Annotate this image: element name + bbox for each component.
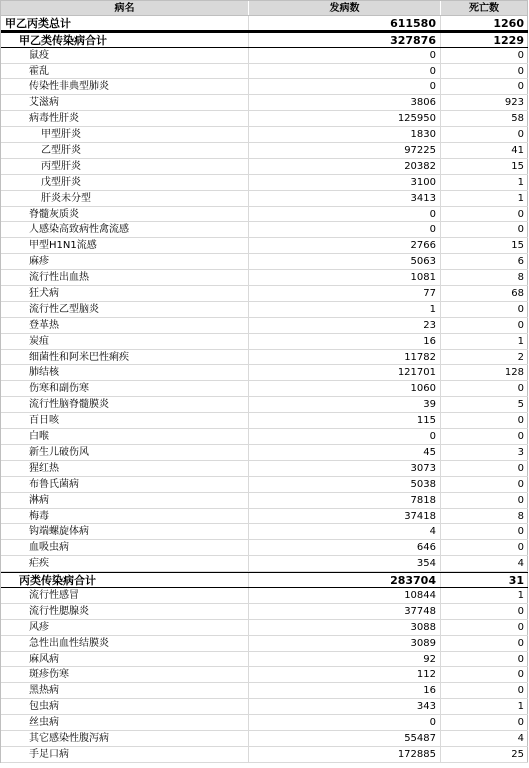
cell-disease-name[interactable]: 新生儿破伤风 bbox=[1, 445, 249, 460]
cell-disease-name[interactable]: 斑疹伤寒 bbox=[1, 667, 249, 682]
table-row bbox=[1, 477, 528, 493]
cell-cases[interactable]: 7818 bbox=[249, 493, 441, 508]
cell-cases[interactable]: 343 bbox=[249, 699, 441, 714]
cell-cases[interactable]: 646 bbox=[249, 540, 441, 555]
table-row bbox=[1, 365, 528, 381]
subtotal-row bbox=[1, 32, 528, 48]
cell-deaths[interactable]: 0 bbox=[441, 207, 528, 222]
cell-cases[interactable]: 3073 bbox=[249, 461, 441, 476]
cell-cases[interactable]: 125950 bbox=[249, 111, 441, 126]
table-row bbox=[1, 667, 528, 683]
cell-deaths[interactable]: 0 bbox=[441, 64, 528, 79]
table-row bbox=[1, 397, 528, 413]
table-row bbox=[1, 699, 528, 715]
table-row bbox=[1, 540, 528, 556]
cell-disease-name[interactable]: 脊髓灰质炎 bbox=[1, 207, 249, 222]
cell-cases[interactable]: 0 bbox=[249, 79, 441, 94]
cell-cases[interactable]: 16 bbox=[249, 334, 441, 349]
cell-cases[interactable]: 5038 bbox=[249, 477, 441, 492]
table-row bbox=[1, 79, 528, 95]
cell-cases[interactable]: 45 bbox=[249, 445, 441, 460]
grand-total-row bbox=[1, 16, 528, 32]
cell-disease-name[interactable]: 疟疾 bbox=[1, 556, 249, 571]
cell-cases[interactable]: 3089 bbox=[249, 636, 441, 651]
cell-disease-name[interactable]: 梅毒 bbox=[1, 509, 249, 524]
column-header-cases[interactable]: 发病数 bbox=[249, 1, 441, 15]
column-header-disease-name[interactable]: 病名 bbox=[1, 1, 249, 15]
table-row bbox=[1, 286, 528, 302]
table-row bbox=[1, 350, 528, 366]
cell-disease-name[interactable]: 病毒性肝炎 bbox=[1, 111, 249, 126]
cell-cases[interactable]: 1060 bbox=[249, 381, 441, 396]
cell-deaths[interactable]: 3 bbox=[441, 445, 528, 460]
table-row bbox=[1, 652, 528, 668]
table-row bbox=[1, 207, 528, 223]
cell-disease-name[interactable]: 布鲁氏菌病 bbox=[1, 477, 249, 492]
table-row bbox=[1, 556, 528, 572]
cell-cases[interactable]: 354 bbox=[249, 556, 441, 571]
cell-deaths[interactable]: 68 bbox=[441, 286, 528, 301]
table-row bbox=[1, 524, 528, 540]
cell-deaths[interactable]: 58 bbox=[441, 111, 528, 126]
cell-cases[interactable]: 20382 bbox=[249, 159, 441, 174]
cell-cases[interactable]: 55487 bbox=[249, 731, 441, 746]
cell-disease-name[interactable]: 白喉 bbox=[1, 429, 249, 444]
cell-disease-name[interactable]: 甲乙类传染病合计 bbox=[1, 33, 249, 47]
table-row bbox=[1, 127, 528, 143]
cell-disease-name[interactable]: 丙类传染病合计 bbox=[1, 573, 249, 587]
cell-cases[interactable]: 77 bbox=[249, 286, 441, 301]
cell-disease-name[interactable]: 乙型肝炎 bbox=[1, 143, 249, 158]
cell-deaths[interactable]: 6 bbox=[441, 254, 528, 269]
table-row bbox=[1, 143, 528, 159]
cell-cases[interactable]: 37418 bbox=[249, 509, 441, 524]
cell-cases[interactable]: 37748 bbox=[249, 604, 441, 619]
cell-cases[interactable]: 3806 bbox=[249, 95, 441, 110]
table-row bbox=[1, 683, 528, 699]
table-body bbox=[1, 16, 528, 763]
column-header-deaths[interactable]: 死亡数 bbox=[441, 1, 528, 15]
cell-deaths[interactable]: 0 bbox=[441, 620, 528, 635]
cell-disease-name[interactable]: 炭疽 bbox=[1, 334, 249, 349]
cell-cases[interactable]: 1830 bbox=[249, 127, 441, 142]
table-row bbox=[1, 381, 528, 397]
cell-cases[interactable]: 172885 bbox=[249, 747, 441, 762]
table-row bbox=[1, 731, 528, 747]
cell-disease-name[interactable]: 其它感染性腹泻病 bbox=[1, 731, 249, 746]
cell-deaths[interactable]: 1 bbox=[441, 175, 528, 190]
cell-disease-name[interactable]: 肝炎未分型 bbox=[1, 191, 249, 206]
cell-cases[interactable]: 0 bbox=[249, 48, 441, 63]
table-row bbox=[1, 461, 528, 477]
cell-cases[interactable]: 11782 bbox=[249, 350, 441, 365]
cell-deaths[interactable]: 8 bbox=[441, 270, 528, 285]
table-row bbox=[1, 604, 528, 620]
table-row bbox=[1, 747, 528, 763]
cell-deaths[interactable]: 1 bbox=[441, 191, 528, 206]
table-row bbox=[1, 111, 528, 127]
table-header-row bbox=[1, 0, 528, 16]
cell-disease-name[interactable]: 血吸虫病 bbox=[1, 540, 249, 555]
cell-disease-name[interactable]: 百日咳 bbox=[1, 413, 249, 428]
table-row bbox=[1, 254, 528, 270]
table-row bbox=[1, 64, 528, 80]
cell-deaths[interactable]: 1229 bbox=[441, 33, 528, 47]
cell-deaths[interactable]: 0 bbox=[441, 652, 528, 667]
table-row bbox=[1, 588, 528, 604]
cell-disease-name[interactable]: 麻疹 bbox=[1, 254, 249, 269]
cell-disease-name[interactable]: 甲型肝炎 bbox=[1, 127, 249, 142]
cell-deaths[interactable]: 41 bbox=[441, 143, 528, 158]
cell-disease-name[interactable]: 钩端螺旋体病 bbox=[1, 524, 249, 539]
cell-deaths[interactable]: 0 bbox=[441, 302, 528, 317]
cell-cases[interactable]: 92 bbox=[249, 652, 441, 667]
table-row bbox=[1, 302, 528, 318]
cell-deaths[interactable]: 31 bbox=[441, 573, 528, 587]
table-row bbox=[1, 509, 528, 525]
cell-deaths[interactable]: 4 bbox=[441, 731, 528, 746]
cell-deaths[interactable]: 0 bbox=[441, 318, 528, 333]
cell-deaths[interactable]: 0 bbox=[441, 461, 528, 476]
cell-deaths[interactable]: 8 bbox=[441, 509, 528, 524]
cell-cases[interactable]: 23 bbox=[249, 318, 441, 333]
cell-deaths[interactable]: 0 bbox=[441, 222, 528, 237]
table-row bbox=[1, 413, 528, 429]
cell-cases[interactable]: 1 bbox=[249, 302, 441, 317]
table-row bbox=[1, 175, 528, 191]
cell-disease-name[interactable]: 麻风病 bbox=[1, 652, 249, 667]
cell-disease-name[interactable]: 流行性感冒 bbox=[1, 588, 249, 603]
cell-deaths[interactable]: 0 bbox=[441, 413, 528, 428]
table-row bbox=[1, 191, 528, 207]
cell-deaths[interactable]: 0 bbox=[441, 715, 528, 730]
table-row bbox=[1, 445, 528, 461]
table-row bbox=[1, 238, 528, 254]
cell-deaths[interactable]: 5 bbox=[441, 397, 528, 412]
cell-cases[interactable]: 16 bbox=[249, 683, 441, 698]
table-row bbox=[1, 715, 528, 731]
cell-disease-name[interactable]: 猩红热 bbox=[1, 461, 249, 476]
cell-disease-name[interactable]: 伤寒和副伤寒 bbox=[1, 381, 249, 396]
cell-deaths[interactable]: 0 bbox=[441, 79, 528, 94]
cell-cases[interactable]: 115 bbox=[249, 413, 441, 428]
cell-cases[interactable]: 3413 bbox=[249, 191, 441, 206]
cell-disease-name[interactable]: 流行性脑脊髓膜炎 bbox=[1, 397, 249, 412]
table-row bbox=[1, 159, 528, 175]
cell-deaths[interactable]: 15 bbox=[441, 238, 528, 253]
cell-cases[interactable]: 0 bbox=[249, 64, 441, 79]
cell-deaths[interactable]: 0 bbox=[441, 540, 528, 555]
cell-cases[interactable]: 3088 bbox=[249, 620, 441, 635]
cell-disease-name[interactable]: 传染性非典型肺炎 bbox=[1, 79, 249, 94]
cell-disease-name[interactable]: 包虫病 bbox=[1, 699, 249, 714]
cell-deaths[interactable]: 0 bbox=[441, 604, 528, 619]
cell-disease-name[interactable]: 流行性乙型脑炎 bbox=[1, 302, 249, 317]
cell-deaths[interactable]: 2 bbox=[441, 350, 528, 365]
table-row bbox=[1, 270, 528, 286]
cell-disease-name[interactable]: 登革热 bbox=[1, 318, 249, 333]
cell-deaths[interactable]: 4 bbox=[441, 556, 528, 571]
cell-cases[interactable]: 121701 bbox=[249, 365, 441, 380]
cell-deaths[interactable]: 0 bbox=[441, 667, 528, 682]
cell-disease-name[interactable]: 细菌性和阿米巴性痢疾 bbox=[1, 350, 249, 365]
table-row bbox=[1, 429, 528, 445]
cell-disease-name[interactable]: 肺结核 bbox=[1, 365, 249, 380]
cell-deaths[interactable]: 0 bbox=[441, 429, 528, 444]
cell-deaths[interactable]: 0 bbox=[441, 381, 528, 396]
cell-deaths[interactable]: 128 bbox=[441, 365, 528, 380]
cell-cases[interactable]: 10844 bbox=[249, 588, 441, 603]
table-row bbox=[1, 48, 528, 64]
cell-cases[interactable]: 0 bbox=[249, 715, 441, 730]
table-row bbox=[1, 95, 528, 111]
cell-deaths[interactable]: 0 bbox=[441, 493, 528, 508]
cell-deaths[interactable]: 923 bbox=[441, 95, 528, 110]
cell-disease-name[interactable]: 风疹 bbox=[1, 620, 249, 635]
cell-cases[interactable]: 2766 bbox=[249, 238, 441, 253]
cell-cases[interactable]: 283704 bbox=[249, 573, 441, 587]
cell-cases[interactable]: 611580 bbox=[249, 16, 441, 30]
cell-disease-name[interactable]: 手足口病 bbox=[1, 747, 249, 762]
table-row bbox=[1, 334, 528, 350]
cell-cases[interactable]: 0 bbox=[249, 429, 441, 444]
cell-disease-name[interactable]: 淋病 bbox=[1, 493, 249, 508]
cell-deaths[interactable]: 15 bbox=[441, 159, 528, 174]
cell-deaths[interactable]: 0 bbox=[441, 636, 528, 651]
cell-disease-name[interactable]: 狂犬病 bbox=[1, 286, 249, 301]
cell-cases[interactable]: 112 bbox=[249, 667, 441, 682]
cell-disease-name[interactable]: 鼠疫 bbox=[1, 48, 249, 63]
table-row bbox=[1, 636, 528, 652]
cell-cases[interactable]: 327876 bbox=[249, 33, 441, 47]
cell-deaths[interactable]: 1 bbox=[441, 334, 528, 349]
cell-cases[interactable]: 97225 bbox=[249, 143, 441, 158]
subtotal-row bbox=[1, 572, 528, 588]
cell-disease-name[interactable]: 流行性腮腺炎 bbox=[1, 604, 249, 619]
cell-deaths[interactable]: 1260 bbox=[441, 16, 528, 30]
cell-disease-name[interactable]: 戊型肝炎 bbox=[1, 175, 249, 190]
cell-disease-name[interactable]: 流行性出血热 bbox=[1, 270, 249, 285]
cell-cases[interactable]: 39 bbox=[249, 397, 441, 412]
cell-deaths[interactable]: 0 bbox=[441, 127, 528, 142]
table-row bbox=[1, 222, 528, 238]
cell-disease-name[interactable]: 人感染高致病性禽流感 bbox=[1, 222, 249, 237]
cell-cases[interactable]: 0 bbox=[249, 207, 441, 222]
cell-disease-name[interactable]: 艾滋病 bbox=[1, 95, 249, 110]
table-row bbox=[1, 620, 528, 636]
cell-disease-name[interactable]: 甲型H1N1流感 bbox=[1, 238, 249, 253]
cell-disease-name[interactable]: 丝虫病 bbox=[1, 715, 249, 730]
table-row bbox=[1, 318, 528, 334]
cell-disease-name[interactable]: 丙型肝炎 bbox=[1, 159, 249, 174]
cell-cases[interactable]: 5063 bbox=[249, 254, 441, 269]
cell-cases[interactable]: 4 bbox=[249, 524, 441, 539]
cell-deaths[interactable]: 0 bbox=[441, 524, 528, 539]
cell-cases[interactable]: 0 bbox=[249, 222, 441, 237]
cell-cases[interactable]: 1081 bbox=[249, 270, 441, 285]
cell-deaths[interactable]: 25 bbox=[441, 747, 528, 762]
cell-disease-name[interactable]: 甲乙丙类总计 bbox=[1, 16, 249, 30]
cell-disease-name[interactable]: 急性出血性结膜炎 bbox=[1, 636, 249, 651]
cell-deaths[interactable]: 0 bbox=[441, 683, 528, 698]
cell-disease-name[interactable]: 黑热病 bbox=[1, 683, 249, 698]
table-row bbox=[1, 493, 528, 509]
cell-deaths[interactable]: 1 bbox=[441, 588, 528, 603]
cell-deaths[interactable]: 0 bbox=[441, 48, 528, 63]
cell-disease-name[interactable]: 霍乱 bbox=[1, 64, 249, 79]
cell-deaths[interactable]: 0 bbox=[441, 477, 528, 492]
cell-cases[interactable]: 3100 bbox=[249, 175, 441, 190]
cell-deaths[interactable]: 1 bbox=[441, 699, 528, 714]
